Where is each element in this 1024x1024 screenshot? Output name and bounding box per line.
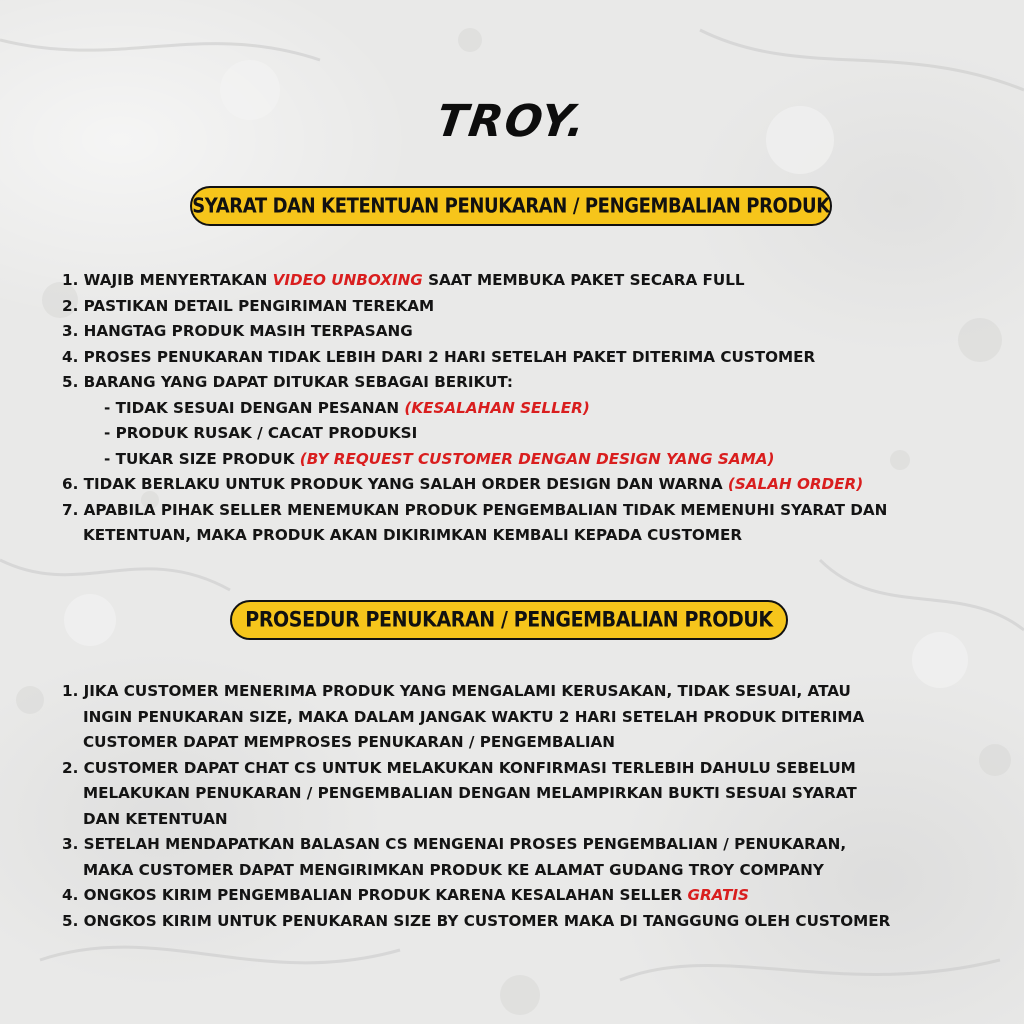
list-item-continuation: DAN KETENTUAN	[83, 809, 228, 828]
section-title-terms	[190, 186, 832, 226]
procedure-list	[62, 679, 982, 934]
list-item-continuation: MAKA CUSTOMER DAPAT MENGIRIMKAN PRODUK KE ALAMAT GUDANG TROY COMPANY	[83, 860, 824, 879]
list-item-continuation: MELAKUKAN PENUKARAN / PENGEMBALIAN DENGAN MELAMPIRKAN BUKTI SESUAI SYARAT	[83, 784, 857, 802]
troy-logo	[0, 96, 1024, 147]
list-item: 2. CUSTOMER DAPAT CHAT CS UNTUK MELAKUKAN KONFIRMASI TERLEBIH DAHULU SEBELUM	[62, 758, 856, 777]
sub-list-item: - PRODUK RUSAK / CACAT PRODUKSI	[104, 424, 418, 442]
section-title-procedure	[230, 600, 788, 640]
list-item: 3. SETELAH MENDAPATKAN BALASAN CS MENGENAI PROSES PENGEMBALIAN / PENUKARAN,	[62, 835, 847, 853]
highlight-text: (BY REQUEST CUSTOMER DENGAN DESIGN YANG SAMA)	[299, 449, 775, 468]
list-item	[62, 268, 982, 294]
list-item: 3. HANGTAG PRODUK MASIH TERPASANG	[62, 322, 413, 340]
list-item-continuation: KETENTUAN, MAKA PRODUK AKAN DIKIRIMKAN KEMBALI KEPADA CUSTOMER	[83, 526, 743, 544]
list-item	[62, 883, 982, 909]
list-item: 2. PASTIKAN DETAIL PENGIRIMAN TEREKAM	[62, 296, 435, 315]
logo-text: TROY.	[433, 96, 591, 147]
list-item: 4. PROSES PENUKARAN TIDAK LEBIH DARI 2 HARI SETELAH PAKET DITERIMA CUSTOMER	[62, 347, 816, 366]
highlight-text: GRATIS	[687, 886, 749, 904]
list-item-continuation: CUSTOMER DAPAT MEMPROSES PENUKARAN / PENGEMBALIAN	[83, 733, 615, 751]
list-item: 5. ONGKOS KIRIM UNTUK PENUKARAN SIZE BY CUSTOMER MAKA DI TANGGUNG OLEH CUSTOMER	[62, 911, 891, 930]
list-item-text: SAAT MEMBUKA PAKET SECARA FULL	[422, 271, 745, 289]
terms-list	[62, 268, 982, 549]
list-item-text: - TIDAK SESUAI DENGAN PESANAN	[104, 398, 405, 417]
list-item-text: - TUKAR SIZE PRODUK	[104, 449, 300, 468]
sub-list-item	[62, 396, 982, 422]
list-item: 7. APABILA PIHAK SELLER MENEMUKAN PRODUK PENGEMBALIAN TIDAK MEMENUHI SYARAT DAN	[62, 500, 888, 519]
section-title-procedure-label: PROSEDUR PENUKARAN / PENGEMBALIAN PRODUK	[245, 607, 773, 633]
highlight-text: (KESALAHAN SELLER)	[404, 398, 590, 417]
highlight-text: (SALAH ORDER)	[727, 475, 864, 493]
list-item-text: 1. WAJIB MENYERTAKAN	[62, 271, 273, 289]
list-item-text: 6. TIDAK BERLAKU UNTUK PRODUK YANG SALAH ORDER DESIGN DAN WARNA	[62, 475, 728, 493]
list-item: 5. BARANG YANG DAPAT DITUKAR SEBAGAI BERIKUT:	[62, 373, 513, 391]
sub-list-item	[62, 447, 982, 473]
section-title-terms-label: SYARAT DAN KETENTUAN PENUKARAN / PENGEMBALIAN PRODUK	[192, 194, 830, 218]
list-item-continuation: INGIN PENUKARAN SIZE, MAKA DALAM JANGAK WAKTU 2 HARI SETELAH PRODUK DITERIMA	[83, 707, 865, 726]
list-item: 1. JIKA CUSTOMER MENERIMA PRODUK YANG MENGALAMI KERUSAKAN, TIDAK SESUAI, ATAU	[62, 682, 851, 700]
highlight-text: VIDEO UNBOXING	[272, 271, 423, 289]
list-item	[62, 472, 982, 498]
list-item-text: 4. ONGKOS KIRIM PENGEMBALIAN PRODUK KARENA KESALAHAN SELLER	[62, 886, 688, 904]
